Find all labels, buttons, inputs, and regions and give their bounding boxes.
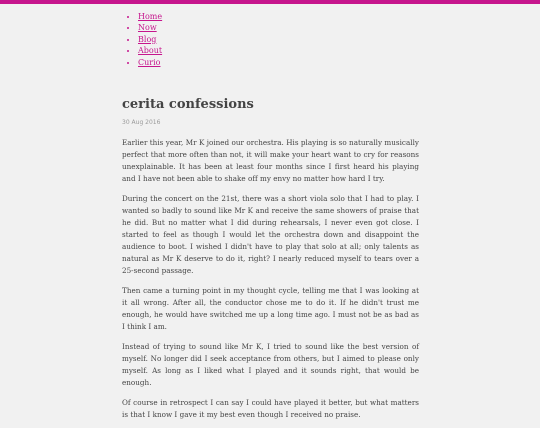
main-nav [122, 11, 162, 68]
post-paragraph: During the concert on the 21st, there was a short viola solo that I had to play. I wanted so badly to sound like Mr K and receive the same showers of praise that he did. But no matter what I did during rehearsals, I never even got close. I started to feel as though I would let the orchestra down and disappoint the audience to boot. I wished I didn't have to play that solo at all; only talents as natural as Mr K deserve to do it, right? I nearly reduced myself to tears over a 25-second passage. [122, 193, 419, 276]
post-title: cerita confessions [122, 97, 254, 112]
nav-item-curio [138, 57, 162, 68]
post-paragraph: Earlier this year, Mr K joined our orchestra. His playing is so naturally musically perfect that more often than not, it will make your heart want to cry for reasons unexplainable. It has been at least four months since I first heard his playing and I have not been able to shake off my envy no matter how hard I try. [122, 138, 419, 184]
nav-link-now[interactable]: Now [138, 23, 157, 33]
post-date: 30 Aug 2016 [122, 119, 161, 126]
post-body [122, 137, 419, 421]
nav-item-home [138, 11, 162, 22]
nav-item-now [138, 22, 162, 33]
nav-link-blog[interactable]: Blog [138, 34, 157, 44]
nav-item-blog [138, 34, 162, 45]
top-accent-bar [0, 0, 540, 4]
blog-post [122, 96, 419, 428]
post-paragraph: Then came a turning point in my thought cycle, telling me that I was looking at it all wrong. After all, the conductor chose me to do it. If he didn't trust me enough, he would have switched me up a long time ago. I must not be as bad as I think I am. [122, 286, 419, 332]
nav-link-home[interactable]: Home [138, 12, 163, 21]
post-paragraph: Instead of trying to sound like Mr K, I tried to sound like the best version of myself. No longer did I seek acceptance from others, but I aimed to please only myself. As long as I liked what I played and it sounds right, that would be enough. [122, 341, 419, 388]
nav-item-about [138, 45, 162, 56]
post-paragraph: Of course in retrospect I can say I could have played it better, but what matters is that I know I gave it my best even though I received no praise. [122, 397, 419, 419]
nav-link-curio[interactable]: Curio [138, 57, 161, 67]
nav-link-about[interactable]: About [138, 46, 163, 56]
